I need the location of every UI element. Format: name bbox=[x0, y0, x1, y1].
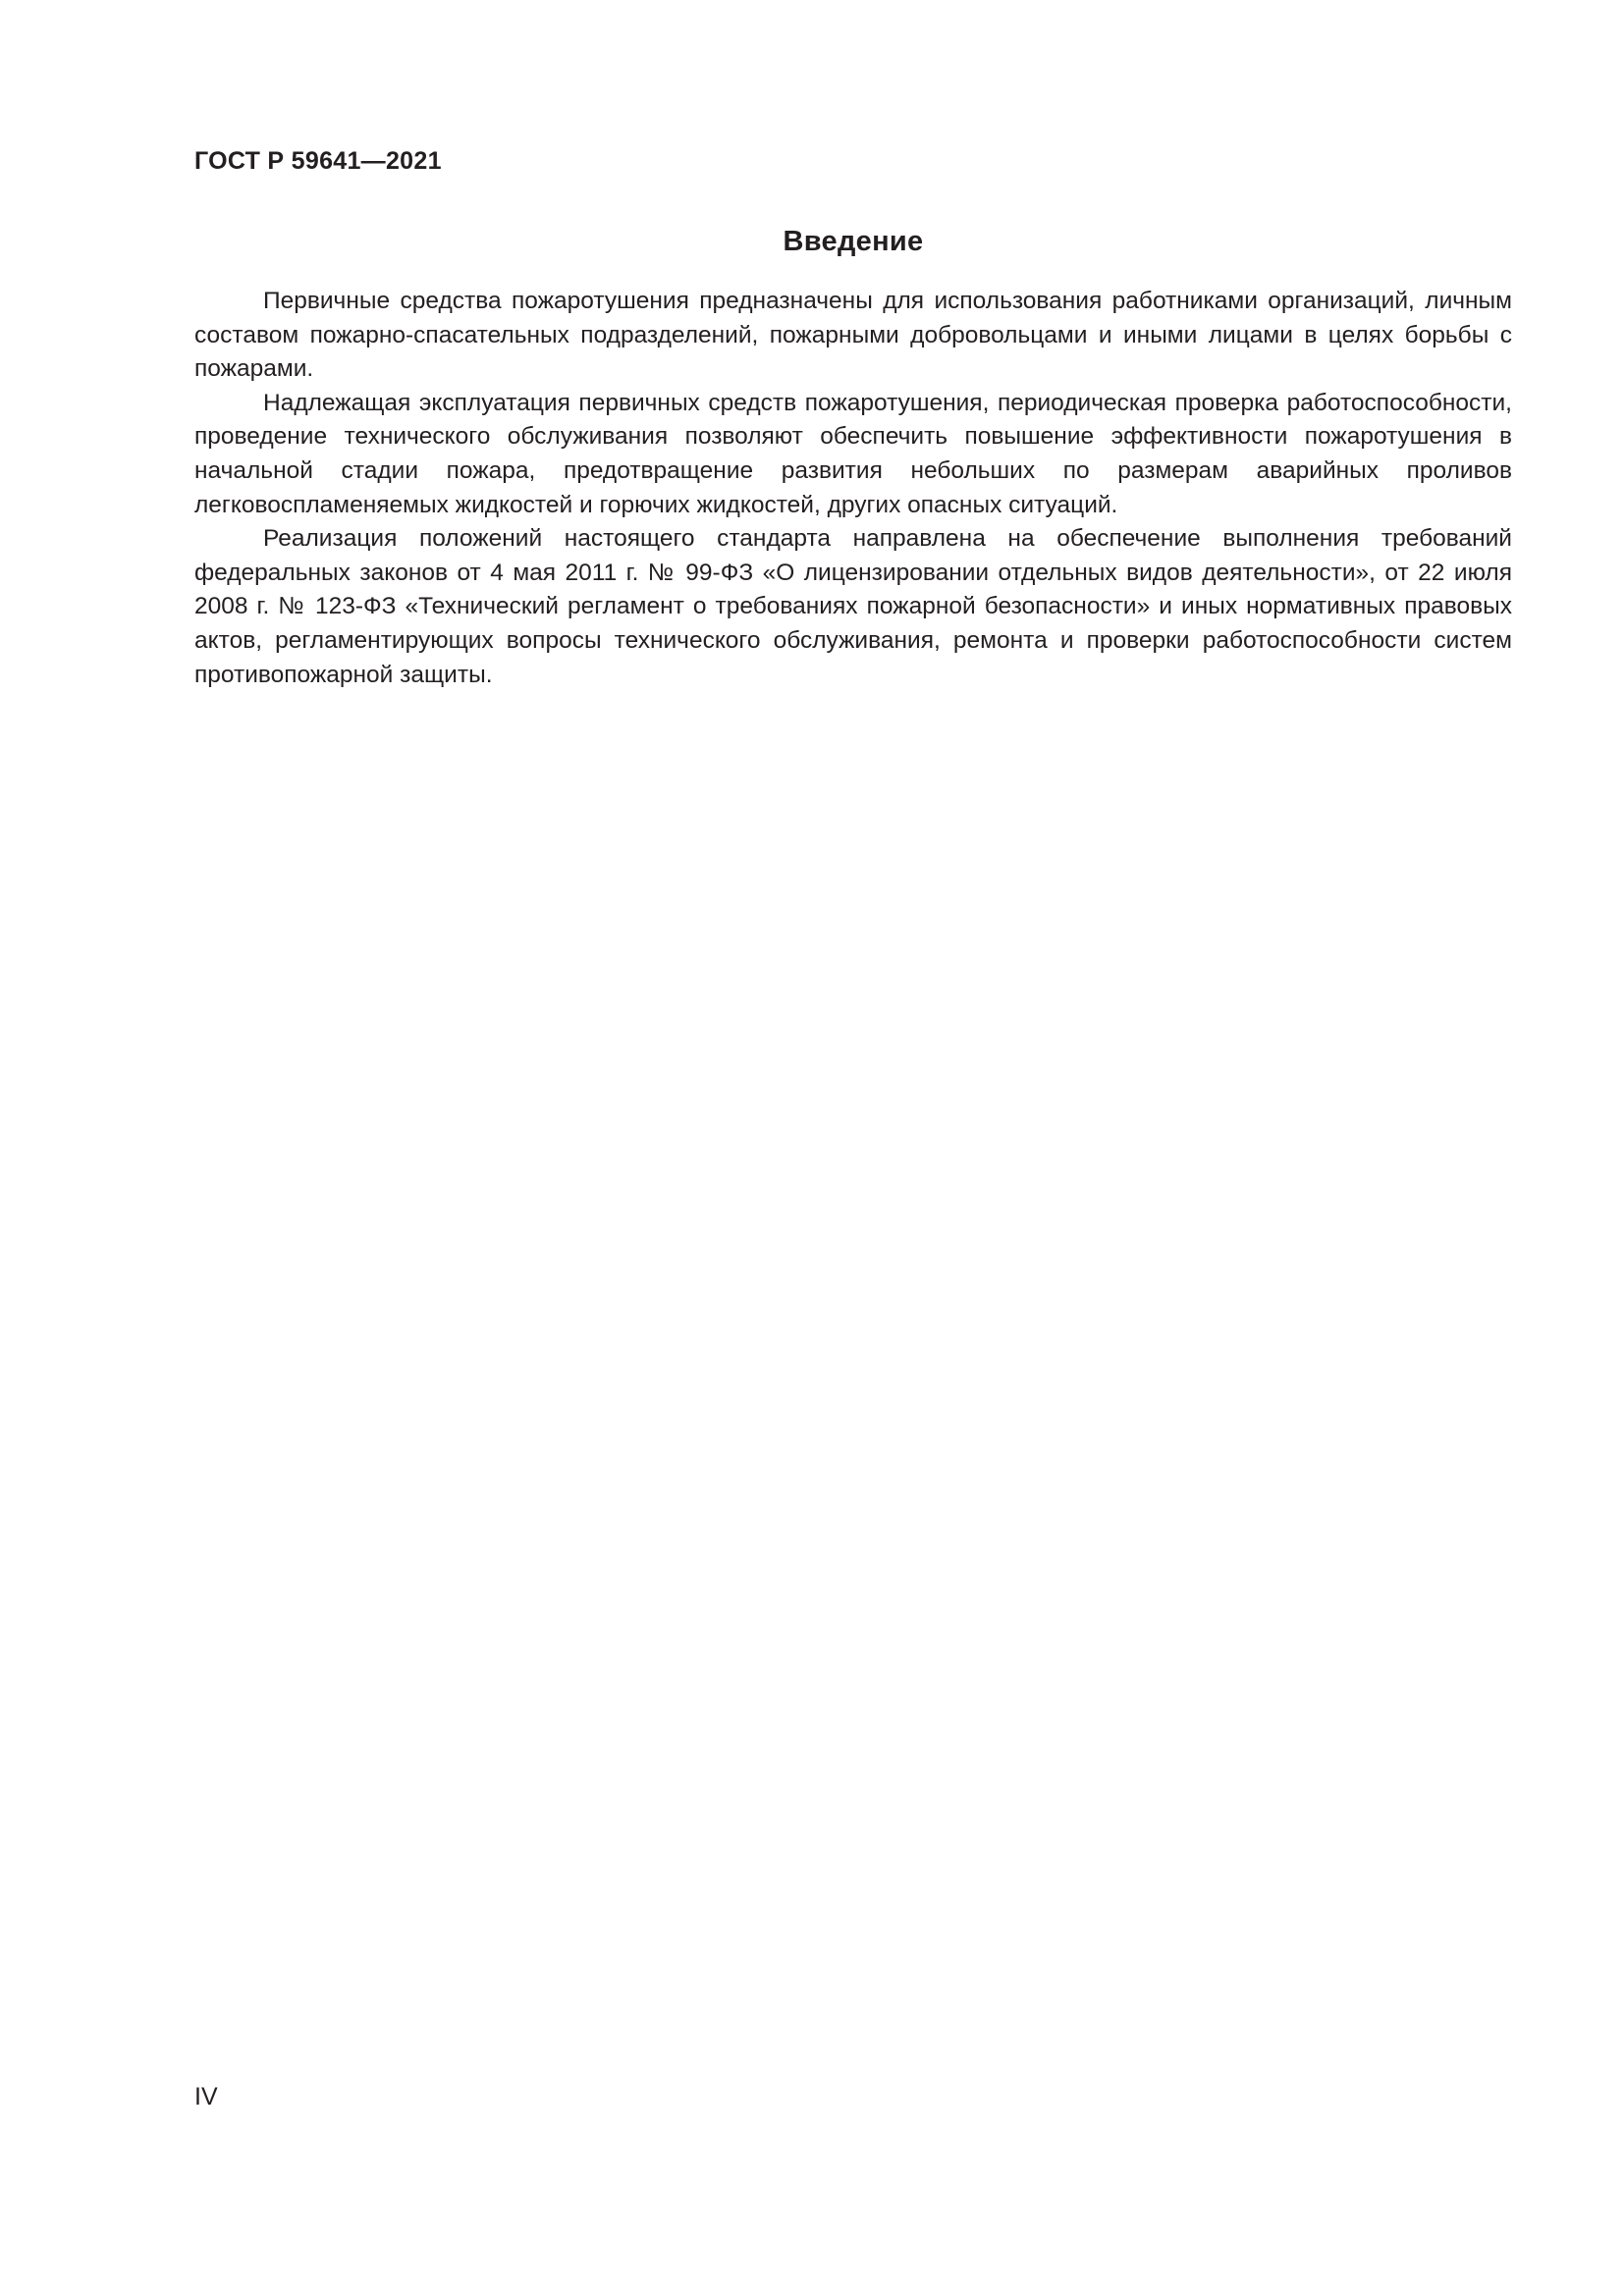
paragraph-1: Первичные средства пожаротушения предназначены для использования работниками организаций, личным составом пожарно-спасательных подразделений, пожарными добровольцами и иными лицами в целях борьбы с пожарами. bbox=[194, 288, 1512, 383]
section-title: Введение bbox=[783, 226, 924, 257]
paragraph-2: Надлежащая эксплуатация первичных средств пожаротушения, периодическая проверка работоспособности, проведение технического обслуживания позволяют обеспечить повышение эффективности пожаротушения в начальной стадии пожара, предотвращение развития небольших по размерам аварийных проливов легковоспламеняемых жидкостей и горючих жидкостей, других опасных ситуаций. bbox=[194, 389, 1512, 518]
page-number: IV bbox=[194, 2083, 218, 2110]
introduction-body bbox=[194, 285, 1512, 692]
paragraph-3: Реализация положений настоящего стандарта направлена на обеспечение выполнения требований федеральных законов от 4 мая 2011 г. № 99-ФЗ «О лицензировании отдельных видов деятельности», от 22 июля 2008 г. № 123-ФЗ «Технический регламент о требованиях пожарной безопасности» и иных нормативных правовых актов, регламентирующих вопросы технического обслуживания, ремонта и проверки работоспособности систем противопожарной защиты. bbox=[194, 525, 1512, 688]
document-code-header: ГОСТ Р 59641—2021 bbox=[194, 147, 442, 175]
